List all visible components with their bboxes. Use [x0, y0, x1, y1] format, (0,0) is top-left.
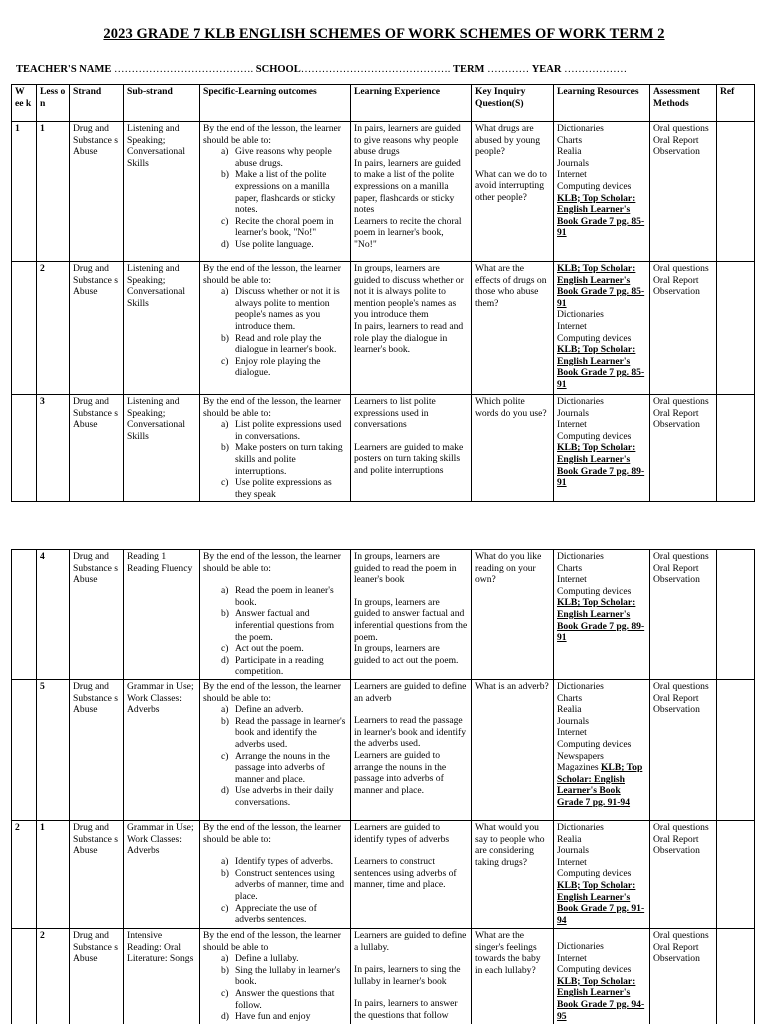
ref-cell — [717, 820, 755, 928]
outcomes-intro: By the end of the lesson, the learner should be able to: — [203, 821, 341, 845]
resource-item: Internet — [557, 952, 587, 964]
resource-item: Computing devices — [557, 180, 632, 192]
resource-item: Computing devices — [557, 964, 632, 976]
resource-book-ref: KLB; Top Scholar: English Learner's Book Grade 7 pg. 94-95 — [557, 975, 645, 1022]
resource-item: Journals — [557, 715, 589, 727]
substrand-cell: Intensive Reading: Oral Literature: Songs — [124, 928, 200, 1024]
spacer — [203, 845, 347, 856]
col-experience-header: Learning Experience — [351, 85, 472, 122]
resource-item: Realia — [557, 146, 582, 158]
inquiry-cell — [472, 820, 554, 928]
outcome-text: Have fun and enjoy — [235, 1011, 311, 1023]
resources-cell — [554, 928, 650, 1024]
resource-book-link — [557, 193, 646, 239]
experience-line — [354, 704, 468, 715]
outcome-item — [203, 239, 347, 251]
experience-line: In pairs, learners are guided to make a list of the polite expressions on a manilla paper, flashcards or sticky notes — [354, 157, 461, 216]
outcome-text: List polite expressions used in conversations. — [235, 419, 342, 442]
resource-item: Internet — [557, 320, 587, 332]
assessment-line: Observation — [653, 146, 700, 158]
resource-item: Computing devices — [557, 738, 632, 750]
resource-item: Realia — [557, 704, 582, 716]
experience-line — [354, 845, 468, 856]
outcome-item — [203, 716, 347, 751]
assessment-line: Oral Report — [653, 692, 699, 704]
term-blank: ………… — [484, 64, 532, 75]
resource-book-link — [557, 880, 646, 926]
assessment-line: Observation — [653, 953, 700, 965]
teacher-name-label: TEACHER'S NAME — [16, 64, 112, 75]
experience-cell — [351, 679, 472, 820]
ref-cell — [717, 928, 755, 1024]
outcome-marker: c) — [221, 643, 229, 655]
resource-book-ref: KLB; Top Scholar: English Learner's Book Grade 7 pg. 85-91 — [557, 192, 645, 239]
outcome-text: Answer the questions that follow. — [235, 987, 335, 1011]
outcomes-cell — [200, 679, 351, 820]
resource-book-link — [557, 344, 646, 390]
outcome-item — [203, 477, 347, 500]
inquiry-cell — [472, 395, 554, 502]
inquiry-cell — [472, 550, 554, 680]
resource-item: Charts — [557, 134, 583, 146]
outcomes-cell — [200, 395, 351, 502]
resource-item — [557, 930, 646, 941]
outcome-marker: a) — [221, 856, 229, 868]
assessment-line: Oral questions — [653, 929, 709, 941]
outcomes-cell — [200, 122, 351, 262]
table-header-row — [12, 85, 755, 122]
resource-item: Internet — [557, 169, 587, 181]
inquiry-line: Which polite words do you use? — [475, 396, 547, 419]
outcome-item — [203, 286, 347, 332]
assessment-line: Oral Report — [653, 833, 699, 845]
col-assessment-header: Assessment Methods — [650, 85, 717, 122]
table-row — [12, 395, 755, 502]
teacher-info-line — [16, 64, 627, 75]
assessment-line: Observation — [653, 704, 700, 716]
resource-book-ref: KLB; Top Scholar: English Learner's Book Grade 7 pg. 91-94 — [557, 879, 645, 926]
outcomes-intro: By the end of the lesson, the learner should be able to: — [203, 680, 341, 704]
outcome-marker: a) — [221, 146, 229, 158]
resources-cell — [554, 550, 650, 680]
outcome-marker: d) — [221, 1011, 229, 1023]
strand-cell: Drug and Substance s Abuse — [70, 550, 124, 680]
strand-cell: Drug and Substance s Abuse — [70, 820, 124, 928]
outcome-item — [203, 868, 347, 903]
outcome-text: Use polite expressions as they speak — [235, 477, 332, 500]
lesson-cell: 5 — [37, 679, 70, 820]
resource-item: Dictionaries — [557, 940, 604, 952]
outcome-text: Define an adverb. — [235, 704, 304, 716]
outcomes-list — [203, 856, 347, 926]
resource-item: Computing devices — [557, 430, 632, 442]
resource-item: Internet — [557, 419, 587, 431]
resource-item: Internet — [557, 574, 587, 586]
resource-book-ref: KLB; Top Scholar: English Learner's Book Grade 7 pg. 89-91 — [557, 597, 645, 644]
table-body-2 — [12, 550, 755, 1024]
outcomes-list — [203, 585, 347, 678]
assessment-cell — [650, 550, 717, 680]
assessment-line: Oral Report — [653, 274, 699, 286]
ref-cell — [717, 122, 755, 262]
resource-item: Newspapers — [557, 750, 604, 762]
outcome-item — [203, 1011, 347, 1023]
assessment-line: Oral Report — [653, 941, 699, 953]
experience-cell — [351, 550, 472, 680]
inquiry-line — [475, 158, 550, 169]
assessment-line: Observation — [653, 845, 700, 857]
spacer — [203, 574, 347, 585]
experience-line: Learners to read the passage in learner's book and identify the adverbs used. — [354, 715, 467, 750]
ref-cell — [717, 679, 755, 820]
inquiry-line: What are the effects of drugs on those who abuse them? — [475, 263, 547, 309]
term-label: TERM — [452, 64, 485, 75]
outcome-marker: c) — [221, 750, 229, 762]
resources-cell — [554, 820, 650, 928]
outcome-marker: c) — [221, 987, 229, 999]
week-cell: 1 — [12, 122, 37, 262]
table-row — [12, 820, 755, 928]
outcome-marker: b) — [221, 332, 229, 344]
table-row — [12, 679, 755, 820]
assessment-cell — [650, 395, 717, 502]
experience-line: In groups, learners are guided to read the poem in leaner's book — [354, 551, 457, 586]
outcome-item — [203, 216, 347, 239]
resource-item: Realia — [557, 833, 582, 845]
outcome-item — [203, 585, 347, 608]
week-cell: 2 — [12, 820, 37, 928]
outcome-text: Appreciate the use of adverbs sentences. — [235, 902, 317, 926]
schemes-table-part-1 — [11, 84, 755, 502]
lesson-cell: 1 — [37, 820, 70, 928]
assessment-line: Oral Report — [653, 407, 699, 419]
col-ref-header: Ref — [717, 85, 755, 122]
outcome-marker: d) — [221, 654, 229, 666]
outcomes-cell — [200, 262, 351, 395]
outcome-marker: b) — [221, 715, 229, 727]
resources-cell — [554, 262, 650, 395]
outcome-marker: d) — [221, 785, 229, 797]
experience-line: Learners are guided to identify types of adverbs — [354, 821, 450, 845]
outcome-item — [203, 442, 347, 477]
resource-item: Magazines — [557, 762, 601, 774]
experience-line: In groups, learners are guided to answer factual and inferential questions from the poem. — [354, 596, 468, 643]
outcome-marker: c) — [221, 477, 229, 489]
resources-cell — [554, 679, 650, 820]
outcome-item — [203, 988, 347, 1011]
experience-cell — [351, 395, 472, 502]
outcomes-list — [203, 953, 347, 1023]
experience-line — [354, 987, 468, 998]
experience-line: Learners to list polite expressions used in conversations — [354, 396, 436, 431]
substrand-cell: Listening and Speaking; Conversational Skills — [124, 395, 200, 502]
outcome-item — [203, 643, 347, 655]
resource-item: Dictionaries — [557, 123, 604, 134]
resource-book-link — [557, 442, 646, 488]
resources-cell — [554, 122, 650, 262]
outcome-item — [203, 333, 347, 356]
assessment-line: Oral questions — [653, 396, 709, 407]
lesson-cell: 3 — [37, 395, 70, 502]
substrand-cell: Grammar in Use; Work Classes: Adverbs — [124, 679, 200, 820]
ref-cell — [717, 550, 755, 680]
outcome-item — [203, 169, 347, 215]
document-title: 2023 GRADE 7 KLB ENGLISH SCHEMES OF WORK SCHEMES OF WORK TERM 2 — [103, 26, 665, 42]
experience-line: In groups, learners are guided to discuss whether or not it is always polite to mention people's names as you introduce them — [354, 263, 464, 321]
outcome-text: Read and role play the dialogue in learner's book. — [235, 332, 337, 356]
experience-line: In pairs, learners to sing the lullaby in learner's book — [354, 964, 461, 987]
experience-line: In pairs, learners are guided to give reasons why people abuse drugs — [354, 123, 461, 158]
table-row — [12, 928, 755, 1024]
outcome-marker: c) — [221, 355, 229, 367]
experience-line: Learners are guided to arrange the nouns in the passage into adverbs of manner and place. — [354, 749, 447, 796]
resource-item: Dictionaries — [557, 396, 604, 407]
assessment-line: Oral questions — [653, 123, 709, 134]
resource-item: Dictionaries — [557, 821, 604, 833]
experience-cell — [351, 122, 472, 262]
resource-book-link — [557, 976, 646, 1022]
outcomes-intro: By the end of the lesson, the learner should be able to: — [203, 396, 341, 419]
resource-item: Internet — [557, 856, 587, 868]
col-strand-header: Strand — [70, 85, 124, 122]
inquiry-line: What do you like reading on your own? — [475, 551, 542, 586]
experience-line — [354, 586, 468, 597]
assessment-line: Observation — [653, 286, 700, 298]
substrand-cell: Listening and Speaking; Conversational Skills — [124, 122, 200, 262]
experience-line: In pairs, learners to answer the questions that follow — [354, 998, 458, 1021]
lesson-cell: 2 — [37, 928, 70, 1024]
strand-cell: Drug and Substance s Abuse — [70, 122, 124, 262]
experience-line: Learners are guided to make posters on turn taking skills and polite interruptions — [354, 441, 464, 476]
outcome-item — [203, 608, 347, 643]
outcome-text: Make posters on turn taking skills and polite interruptions. — [235, 442, 343, 477]
inquiry-line: What drugs are abused by young people? — [475, 123, 541, 158]
teacher-name-blank: …………………………………. — [111, 64, 256, 75]
resource-item: Charts — [557, 692, 583, 704]
resource-item: Charts — [557, 562, 583, 574]
outcome-marker: a) — [221, 419, 229, 431]
outcome-marker: b) — [221, 169, 229, 181]
outcomes-intro: By the end of the lesson, the learner should be able to: — [203, 123, 341, 146]
assessment-cell — [650, 122, 717, 262]
col-inquiry-header: Key Inquiry Question(S) — [472, 85, 554, 122]
assessment-cell — [650, 262, 717, 395]
experience-line: In groups, learners are guided to act out the poem. — [354, 643, 459, 666]
outcome-text: Answer factual and inferential questions from the poem. — [235, 608, 335, 643]
outcomes-cell — [200, 820, 351, 928]
outcome-marker: b) — [221, 867, 229, 879]
outcome-text: Use adverbs in their daily conversations. — [235, 785, 334, 808]
year-blank: ……………… — [561, 64, 628, 75]
table-row — [12, 550, 755, 680]
lesson-cell: 4 — [37, 550, 70, 680]
substrand-cell: Grammar in Use; Work Classes: Adverbs — [124, 820, 200, 928]
resource-book-link — [557, 597, 646, 643]
col-substrand-header: Sub-strand — [124, 85, 200, 122]
outcome-item — [203, 751, 347, 786]
substrand-cell: Listening and Speaking; Conversational Skills — [124, 262, 200, 395]
col-lesson-header: Less o n — [37, 85, 70, 122]
assessment-line: Observation — [653, 574, 700, 586]
outcome-text: Recite the choral poem in learner's book, "No!" — [235, 215, 334, 239]
experience-line — [354, 431, 468, 442]
outcome-marker: b) — [221, 964, 229, 976]
resource-item: Journals — [557, 845, 589, 857]
outcome-marker: a) — [221, 953, 229, 965]
resource-book-ref: KLB; Top Scholar: English Learner's Book Grade 7 pg. 85-91 — [557, 344, 645, 390]
resource-item: Computing devices — [557, 585, 632, 597]
ref-cell — [717, 395, 755, 502]
table-row — [12, 122, 755, 262]
outcome-marker: a) — [221, 704, 229, 716]
resource-item: Journals — [557, 407, 589, 419]
outcome-item — [203, 856, 347, 868]
resource-item: Dictionaries — [557, 309, 604, 321]
outcome-item — [203, 356, 347, 379]
outcome-text: Sing the lullaby in learner's book. — [235, 964, 341, 988]
assessment-line: Oral Report — [653, 134, 699, 146]
outcomes-list — [203, 286, 347, 379]
inquiry-line: What are the singer's feelings towards the baby in each lullaby? — [475, 929, 541, 976]
outcomes-list — [203, 146, 347, 250]
lesson-cell: 2 — [37, 262, 70, 395]
inquiry-cell — [472, 262, 554, 395]
outcome-text: Construct sentences using adverbs of manner, time and place. — [235, 867, 345, 902]
resource-item: Internet — [557, 727, 587, 739]
strand-cell: Drug and Substance s Abuse — [70, 262, 124, 395]
strand-cell: Drug and Substance s Abuse — [70, 395, 124, 502]
resource-book-ref: KLB; Top Scholar: English Learner's Book Grade 7 pg. 89-91 — [557, 442, 645, 489]
experience-line: Learners to recite the choral poem in learner's book, "No!" — [354, 215, 462, 250]
outcome-item — [203, 146, 347, 169]
outcome-text: Participate in a reading competition. — [235, 654, 324, 678]
outcome-text: Identify types of adverbs. — [235, 856, 334, 868]
outcome-text: Act out the poem. — [235, 643, 304, 655]
week-cell — [12, 928, 37, 1024]
assessment-line: Oral questions — [653, 263, 709, 274]
col-outcomes-header: Specific-Learning outcomes — [200, 85, 351, 122]
assessment-line: Oral questions — [653, 680, 709, 692]
experience-line — [354, 953, 468, 964]
resource-item: Journals — [557, 157, 589, 169]
assessment-cell — [650, 679, 717, 820]
outcome-marker: b) — [221, 608, 229, 620]
assessment-line: Observation — [653, 419, 700, 431]
inquiry-cell — [472, 122, 554, 262]
outcome-item — [203, 655, 347, 678]
resource-item: Computing devices — [557, 332, 632, 344]
outcome-text: Arrange the nouns in the passage into adverbs of manner and place. — [235, 750, 330, 785]
table-row — [12, 262, 755, 395]
schemes-table-part-2 — [11, 549, 755, 1024]
resource-book-link — [557, 762, 646, 808]
resource-item: Dictionaries — [557, 680, 604, 692]
col-resources-header: Learning Resources — [554, 85, 650, 122]
outcome-marker: c) — [221, 215, 229, 227]
outcome-text: Read the passage in learner's book and identify the adverbs used. — [235, 715, 346, 750]
outcome-marker: c) — [221, 902, 229, 914]
outcome-marker: d) — [221, 238, 229, 250]
assessment-cell — [650, 820, 717, 928]
year-label: YEAR — [531, 64, 562, 75]
outcome-item — [203, 419, 347, 442]
experience-line: Learners to construct sentences using adverbs of manner, time and place. — [354, 856, 457, 891]
outcome-marker: a) — [221, 585, 229, 597]
outcomes-intro: By the end of the lesson, the learner should be able to — [203, 929, 341, 953]
strand-cell: Drug and Substance s Abuse — [70, 928, 124, 1024]
assessment-line: Oral questions — [653, 821, 709, 833]
experience-cell — [351, 820, 472, 928]
experience-line: Learners are guided to define a lullaby. — [354, 929, 467, 953]
outcome-item — [203, 965, 347, 988]
inquiry-cell — [472, 928, 554, 1024]
experience-line: Learners are guided to define an adverb — [354, 680, 467, 704]
inquiry-cell — [472, 679, 554, 820]
outcome-text: Make a list of the polite expressions on a manilla paper, flashcards or sticky notes. — [235, 169, 336, 216]
resource-book-ref: KLB; Top Scholar: English Learner's Book Grade 7 pg. 91-94 — [557, 762, 643, 808]
inquiry-line: What is an adverb? — [475, 680, 549, 692]
lesson-cell: 1 — [37, 122, 70, 262]
outcomes-intro: By the end of the lesson, the learner should be able to: — [203, 263, 341, 286]
experience-cell — [351, 928, 472, 1024]
outcome-text: Give reasons why people abuse drugs. — [235, 146, 332, 169]
experience-cell — [351, 262, 472, 395]
outcomes-cell — [200, 928, 351, 1024]
week-cell — [12, 262, 37, 395]
outcomes-list — [203, 419, 347, 500]
outcomes-cell — [200, 550, 351, 680]
assessment-cell — [650, 928, 717, 1024]
substrand-cell: Reading 1 Reading Fluency — [124, 550, 200, 680]
inquiry-line: What would you say to people who are considering taking drugs? — [475, 821, 545, 868]
outcome-item — [203, 785, 347, 808]
resource-book-link: KLB; Top Scholar: English Learner's Book Grade 7 pg. 85-91 — [557, 263, 645, 309]
week-cell — [12, 679, 37, 820]
outcome-marker: b) — [221, 442, 229, 454]
school-label: SCHOOL — [255, 64, 301, 75]
outcome-marker: a) — [221, 286, 229, 298]
outcome-text: Define a lullaby. — [235, 953, 299, 965]
outcome-item — [203, 903, 347, 926]
outcome-text: Use polite language. — [235, 238, 314, 250]
outcome-text: Discuss whether or not it is always polite to mention people's names as you introduce them. — [235, 286, 340, 332]
school-blank: ……………………………………. — [300, 64, 453, 75]
assessment-line: Oral Report — [653, 562, 699, 574]
strand-cell: Drug and Substance s Abuse — [70, 679, 124, 820]
week-cell — [12, 395, 37, 502]
outcome-item — [203, 704, 347, 716]
table-body-1 — [12, 122, 755, 502]
outcomes-intro: By the end of the lesson, the learner should be able to: — [203, 551, 341, 574]
resource-item: Computing devices — [557, 868, 632, 880]
assessment-line: Oral questions — [653, 551, 709, 562]
outcome-item — [203, 953, 347, 965]
outcomes-list — [203, 704, 347, 808]
inquiry-line: What can we do to avoid interrupting other people? — [475, 168, 547, 203]
col-week-header: W ee k — [12, 85, 37, 122]
resource-item: Dictionaries — [557, 551, 604, 562]
experience-line: In pairs, learners to read and role play the dialogue in learner's book. — [354, 320, 464, 356]
ref-cell — [717, 262, 755, 395]
outcome-text: Read the poem in leaner's book. — [235, 585, 334, 608]
outcome-text: Enjoy role playing the dialogue. — [235, 355, 321, 379]
resources-cell — [554, 395, 650, 502]
week-cell — [12, 550, 37, 680]
